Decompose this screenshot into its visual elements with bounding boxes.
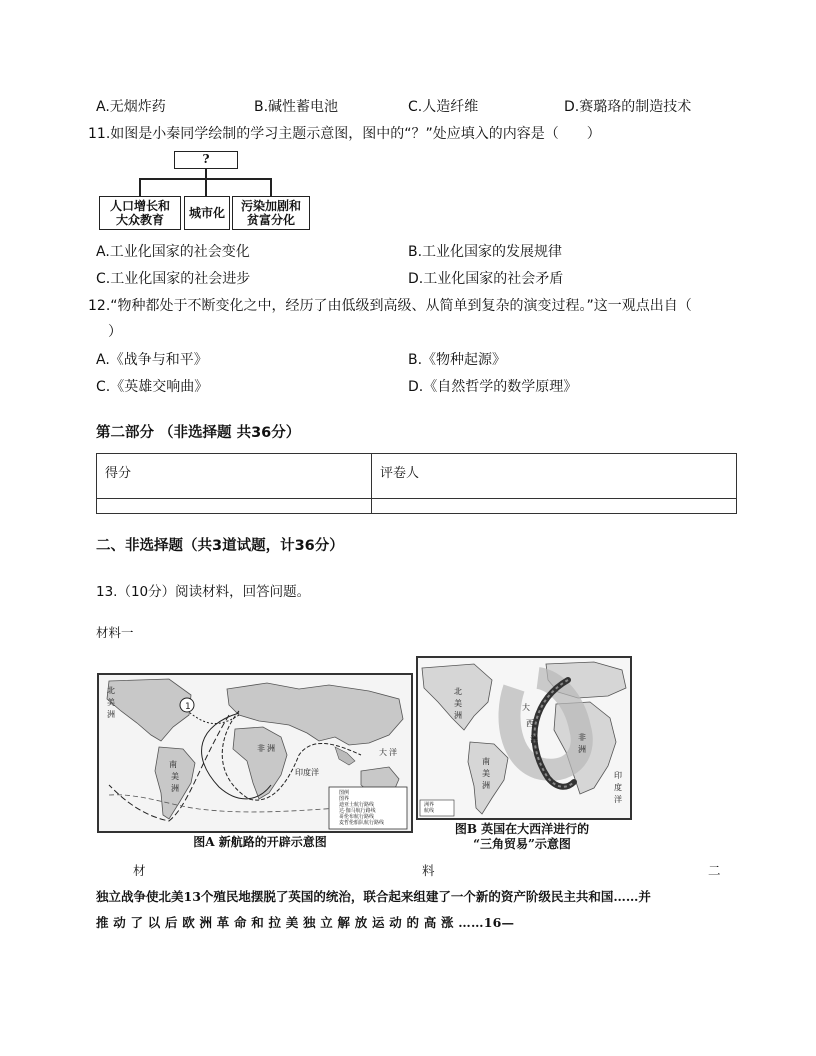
- q12-options-row2: [96, 376, 736, 396]
- map-a-label: 大: [379, 748, 387, 757]
- box-line: 贫富分化: [246, 213, 295, 227]
- q12-options-row1: [96, 349, 736, 369]
- q10-option-d: D.赛璐珞的制造技术: [564, 99, 692, 115]
- fig-b-caption-line1: 图B 英国在大西洋进行的: [454, 822, 590, 836]
- q10-option-a: A.无烟炸药: [96, 99, 166, 115]
- legend-item: 麦哲伦船队航行路线: [339, 820, 385, 826]
- map-new-sea-routes: [97, 673, 413, 833]
- map-b-label: 非: [578, 733, 586, 742]
- map-b-legend: [424, 802, 434, 814]
- q11-options-row2: [96, 268, 736, 288]
- diagram-top-box: ?: [174, 151, 238, 169]
- score-input-cell[interactable]: [97, 499, 372, 514]
- q11-option-b: B.工业化国家的发展规律: [408, 244, 563, 260]
- map-a-label: 洲: [107, 710, 115, 719]
- world-map-b: [418, 658, 630, 818]
- map-b-label: 洋: [530, 735, 538, 744]
- map-b-label: 西: [526, 719, 534, 728]
- legend-item: 航线: [424, 808, 435, 814]
- legend-item: 图例: [339, 790, 350, 796]
- map-a-label: 美: [107, 698, 115, 707]
- q11-stem: 11.如图是小秦同学绘制的学习主题示意图，图中的“？”处应填入的内容是（ ）: [88, 126, 601, 142]
- q12-option-b: B.《物种起源》: [408, 352, 507, 368]
- q10-option-c: C.人造纤维: [408, 99, 479, 115]
- grader-label-cell: [372, 454, 737, 499]
- map-a-label: 非: [257, 744, 265, 753]
- fig-b-caption-line2: “三角贸易”示意图: [473, 837, 571, 851]
- diagram-box-pollution-inequality: [232, 196, 310, 230]
- map-a-label: 南: [169, 760, 177, 769]
- fig-a-caption: 图A 新航路的开辟示意图: [193, 835, 327, 849]
- svg-text:1: 1: [185, 702, 191, 712]
- box-line: 大众教育: [115, 213, 164, 227]
- section2-heading: 二、非选择题（共3道试题，计36分）: [96, 538, 344, 554]
- map-b-label: 南: [482, 757, 490, 766]
- map-a-legend: [339, 790, 384, 826]
- legend-item: 图界: [339, 796, 350, 802]
- q11-option-a: A.工业化国家的社会变化: [96, 244, 250, 260]
- map-a-label: 洋: [389, 748, 397, 757]
- map-b-label: 印: [614, 771, 622, 780]
- map-b-label: 洲: [454, 711, 462, 720]
- material2-line1: 独立战争使北美13个殖民地摆脱了英国的统治，联合起来组建了一个新的资产阶级民主共和国……并: [96, 889, 651, 904]
- map-a-label: 洲: [267, 744, 275, 753]
- material2-line2: 推 动 了 以 后 欧 洲 革 命 和 拉 美 独 立 解 放 运 动 的 高 涨 ……16—: [96, 915, 515, 930]
- map-b-label: 洋: [614, 795, 622, 804]
- score-label-cell: [97, 454, 372, 499]
- legend-item: 迪亚士航行路线: [339, 802, 375, 808]
- q11-option-c: C.工业化国家的社会进步: [96, 271, 251, 287]
- map-b-label: 洲: [482, 781, 490, 790]
- box-line: 人口增长和: [109, 199, 170, 213]
- map-b-label: 大: [522, 703, 530, 712]
- score-label: 得分: [105, 466, 132, 481]
- map-b-label: 洲: [578, 745, 586, 754]
- q10-options: [96, 96, 736, 116]
- q12-option-a: A.《战争与和平》: [96, 352, 208, 368]
- q10-option-b: B.碱性蓄电池: [254, 99, 339, 115]
- q12-stem-line1: 12.“物种都处于不断变化之中，经历了由低级到高级、从简单到复杂的演变过程。”这一观点出自（: [88, 298, 692, 314]
- q11-option-d: D.工业化国家的社会矛盾: [408, 271, 564, 287]
- q12-stem-line2: ）: [108, 324, 122, 340]
- map-b-label: 美: [454, 699, 462, 708]
- grader-input-cell[interactable]: [372, 499, 737, 514]
- map-a-label: 美: [171, 772, 179, 781]
- q12-option-c: C.《英雄交响曲》: [96, 379, 209, 395]
- map-b-label: 度: [614, 783, 622, 792]
- legend-item: 哥伦布航行路线: [339, 814, 375, 820]
- material2-label-b: 料: [422, 863, 435, 878]
- diagram-box-population-education: [99, 196, 181, 230]
- material1-label: 材料一: [96, 625, 134, 640]
- diagram-box-urbanization: 城市化: [184, 196, 230, 230]
- map-a-label: 洲: [171, 784, 179, 793]
- legend-item: 洲界: [424, 802, 435, 808]
- part2-heading: 第二部分 （非选择题 共36分）: [96, 425, 301, 441]
- grader-label: 评卷人: [380, 466, 420, 481]
- score-table: [96, 453, 737, 514]
- box-line: 污染加剧和: [240, 199, 301, 213]
- material2-label-a: 材: [133, 863, 146, 878]
- legend-item: 达·伽马航行路线: [339, 808, 376, 814]
- q12-option-d: D.《自然哲学的数学原理》: [408, 379, 578, 395]
- map-a-label: 印度洋: [295, 768, 319, 777]
- q11-options-row1: [96, 241, 736, 261]
- diagram-connector: [205, 178, 207, 196]
- map-b-label: 美: [482, 769, 490, 778]
- map-a-label: 北: [107, 686, 115, 695]
- diagram-connector: [139, 178, 141, 196]
- map-triangular-trade: [416, 656, 632, 820]
- map-b-label: 北: [454, 687, 462, 696]
- diagram-connector: [270, 178, 272, 196]
- q13-stem: 13.（10分）阅读材料，回答问题。: [96, 584, 311, 600]
- material2-label-c: 二: [708, 863, 721, 878]
